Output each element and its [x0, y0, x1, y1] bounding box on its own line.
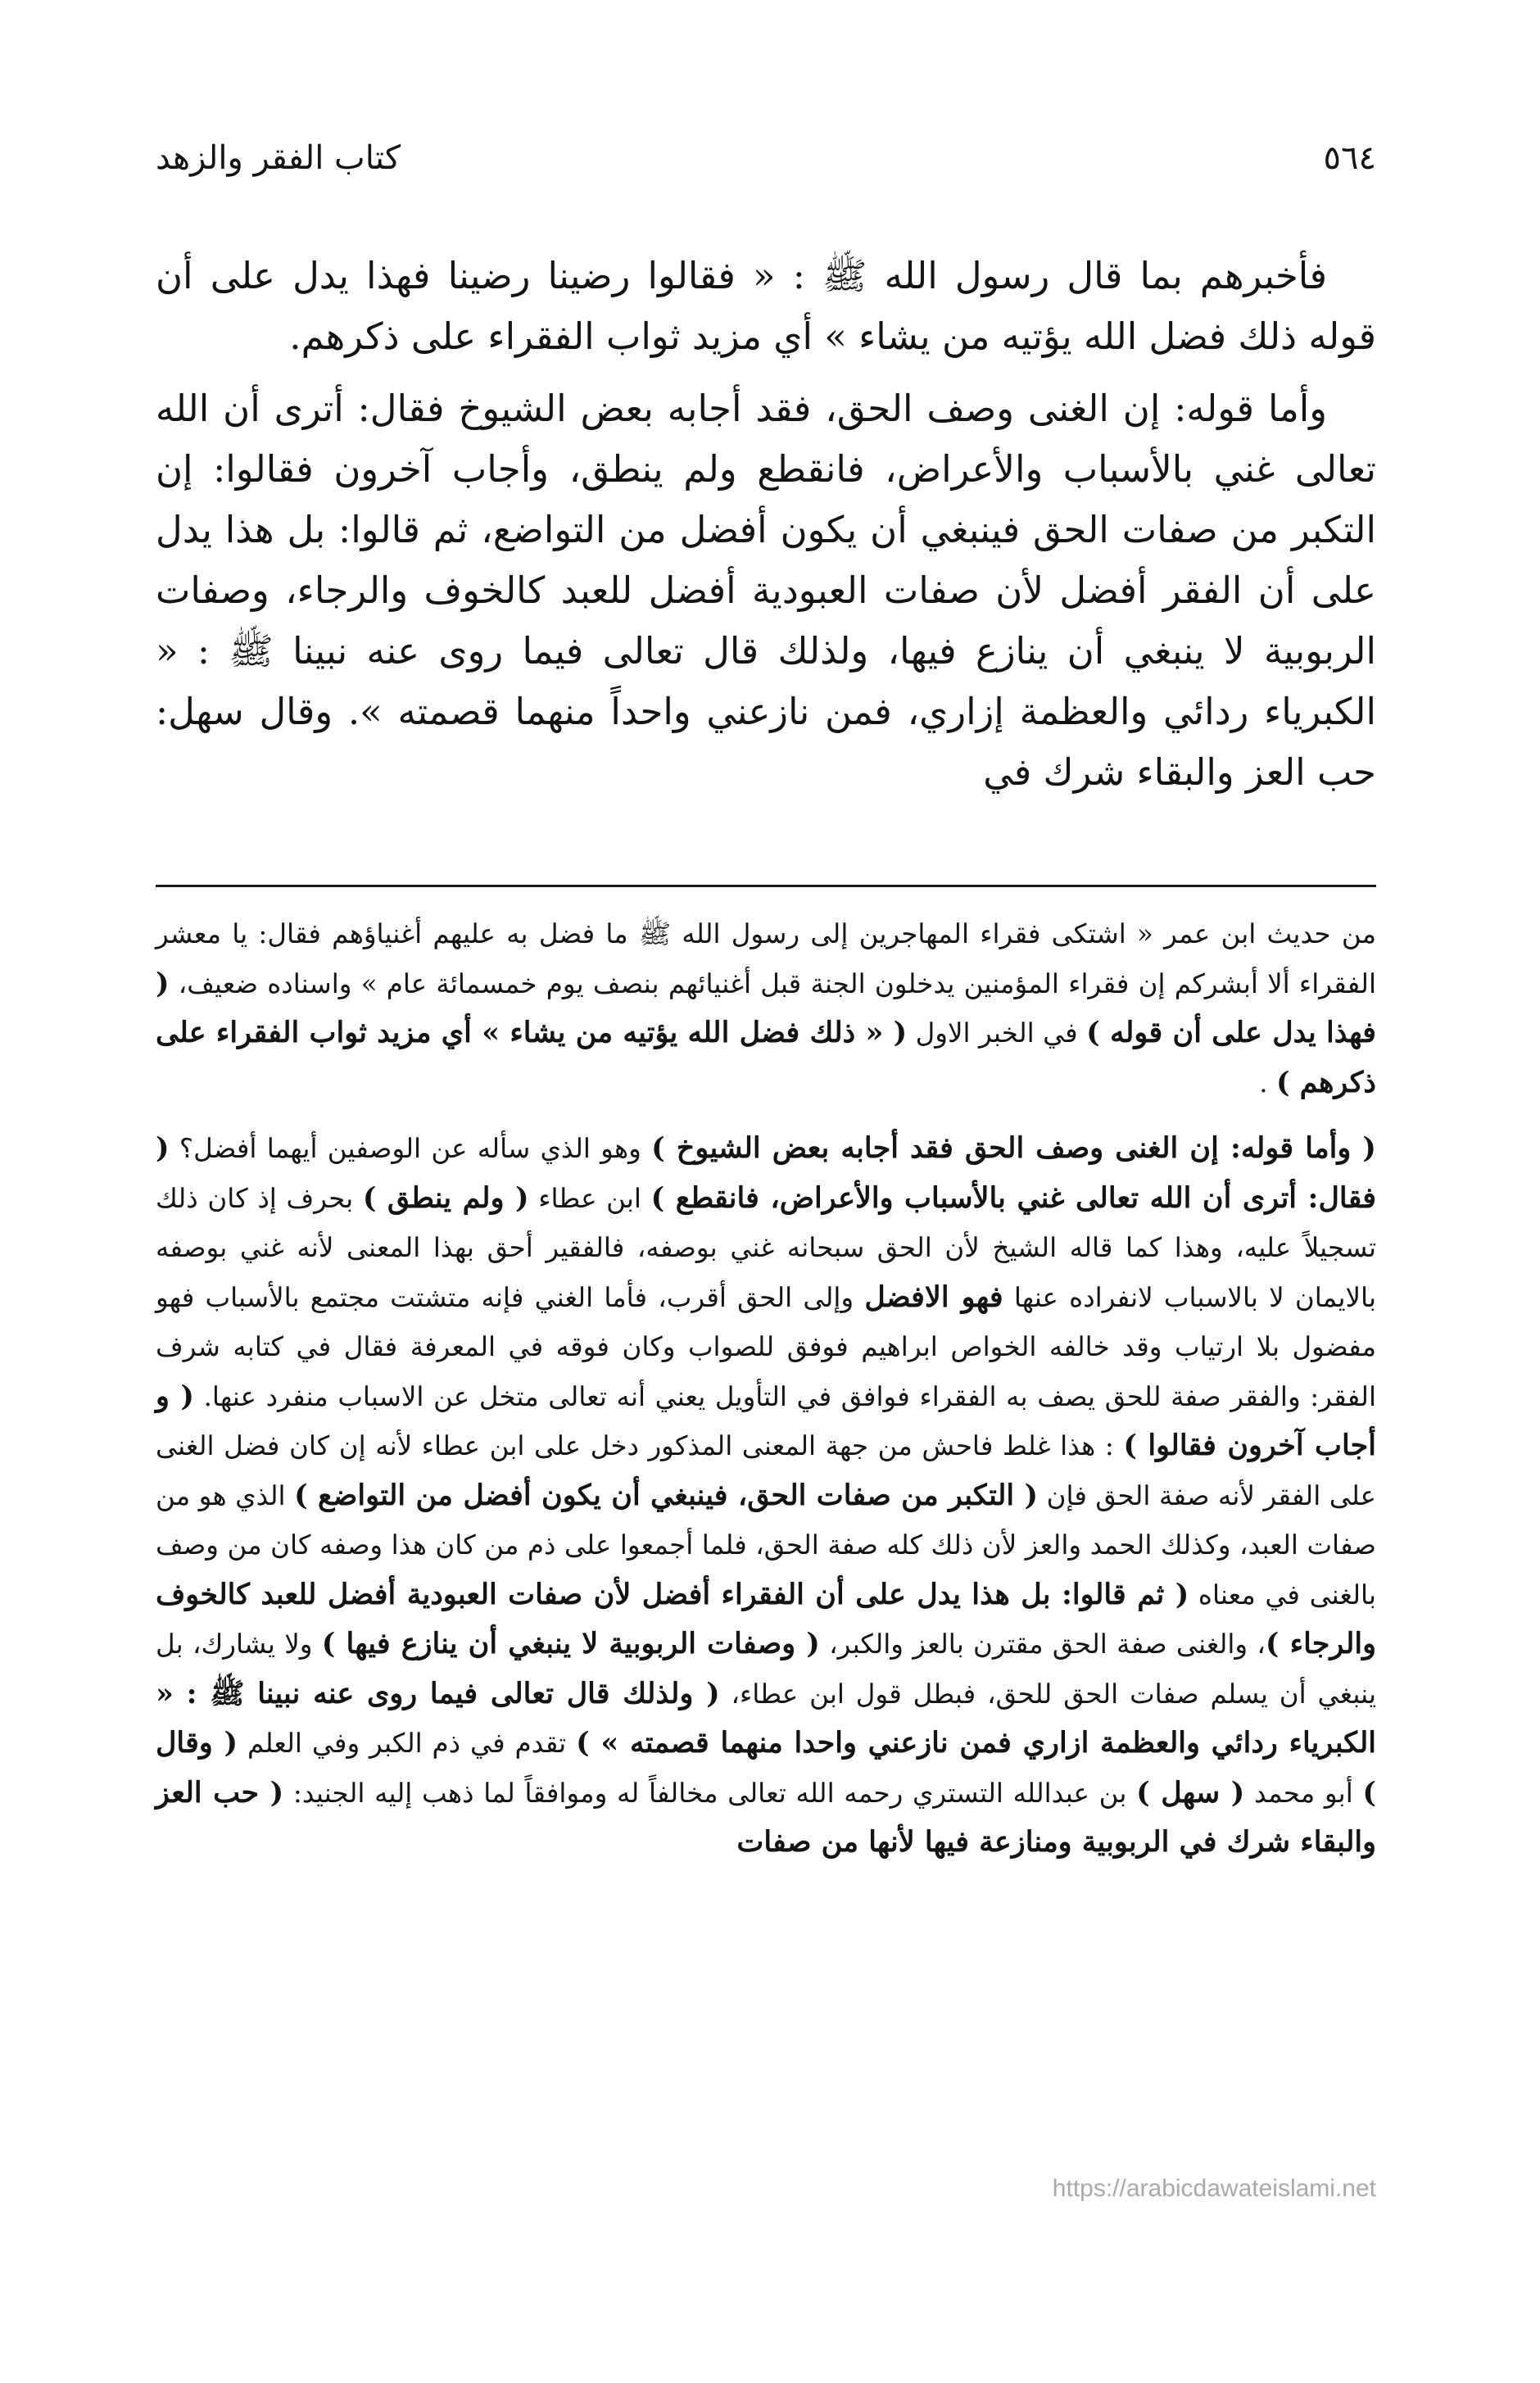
- footnote-divider: [156, 885, 1376, 887]
- page-number: ٥٦٤: [1323, 139, 1376, 177]
- main-paragraph-2: وأما قوله: إن الغنى وصف الحق، فقد أجابه بعض الشيوخ فقال: أترى أن الله تعالى غني بالأسباب والأعراض، فانقطع ولم ينطق، وأجاب آخرون فقالوا: إن التكبر من صفات الحق فينبغي أن يكون أفضل من التواضع، ثم قالوا: بل هذا يدل على أن الفقر أفضل لأن صفات العبودية أفضل للعبد كالخوف والرجاء، وصفات الربوبية لا ينبغي أن ينازع فيها، ولذلك قال تعالى فيما روى عنه نبينا ﷺ : « الكبرياء ردائي والعظمة إزاري، فمن نازعني واحداً منهما قصمته ». وقال سهل: حب العز والبقاء شرك في: [156, 387, 1376, 794]
- footnote-2-quote: ( و أجاب آخرون فقالوا ): [156, 1379, 1376, 1462]
- footnote-2-text: ولا يشارك، بل ينبغي أن يسلم صفات الحق للحق، فبطل قول ابن عطاء،: [156, 1629, 1376, 1710]
- footnote-2-quote: ( فقال: أترى أن الله تعالى غني بالأسباب والأعراض، فانقطع ): [156, 1131, 1377, 1215]
- watermark-url: https://arabicdawateislami.net: [1052, 2175, 1376, 2202]
- footnote-2-quote: ( ثم قالوا: بل هذا يدل على أن الفقراء أفضل لأن صفات العبودية أفضل للعبد كالخوف والرجاء ): [156, 1577, 1377, 1660]
- main-paragraph-1: فأخبرهم بما قال رسول الله ﷺ : « فقالوا رضينا رضينا فهذا يدل على أن قوله ذلك فضل الله يؤتيه من يشاء » أي مزيد ثواب الفقراء على ذكرهم.: [156, 254, 1376, 358]
- footnote-2-text: ، والغنى صفة الحق مقترن بالعز والكبر،: [819, 1629, 1266, 1660]
- footnote-2-text: تقدم في ذم الكبر وفي العلم: [238, 1728, 577, 1759]
- footnote-1: [156, 909, 1376, 1108]
- footnote-2-text: : هذا غلط فاحش من جهة المعنى المذكور دخل على ابن عطاء لأنه إن كان فضل الغنى على الفقر لأنه صفة الحق فإن: [156, 1430, 1377, 1511]
- footnote-2-quote: ( حب العز والبقاء شرك في الربوبية ومنازعة فيها لأنها من صفات: [156, 1775, 1376, 1859]
- footnote-1-text: .: [1259, 1067, 1276, 1099]
- footnote-2-quote: ( وقال ): [156, 1726, 1376, 1810]
- book-title: كتاب الفقر والزهد: [156, 139, 401, 177]
- footnote-2-text: وإلى الحق أقرب، فأما الغني فإنه متشتت مجتمع بالأسباب فهو مفضول بلا ارتياب وقد خالفه الخواص ابراهيم فوفق للصواب وكان فوقه في المعرفة فقال في كتابه شرف الفقر: والفقر صفة للحق يصف به الفقراء فوافق في التأويل يعني أنه تعالى متخل عن الاسباب منفرد عنها.: [156, 1281, 1376, 1412]
- footnote-2-quote: ( وصفات الربوبية لا ينبغي أن ينازع فيها ): [321, 1627, 820, 1660]
- footnote-1-quote: ( « ذلك فضل الله يؤتيه من يشاء » أي مزيد ثواب الفقراء على ذكرهم ): [156, 1016, 1376, 1099]
- footnote-1-text: في الخبر الاول: [907, 1017, 1087, 1049]
- footnote-2-quote: فهو الافضل: [864, 1280, 1003, 1314]
- footnote-1-text: من حديث ابن عمر « اشتكى فقراء المهاجرين إلى رسول الله ﷺ ما فضل به عليهم أغنياؤهم فقال: يا معشر الفقراء ألا أبشركم إن فقراء المؤمنين يدخلون الجنة قبل أغنيائهم بنصف يوم خمسمائة عام » واسناده ضعيف،: [156, 918, 1376, 999]
- footnote-2-text: الذي هو من صفات العبد، وكذلك الحمد والعز لأن ذلك كله صفة الحق، فلما أجمعوا على ذم من كان هذا وصفه كان من وصف بالغنى في معناه: [156, 1479, 1376, 1611]
- footnote-2-quote: ( التكبر من صفات الحق، فينبغي أن يكون أفضل من التواضع ): [294, 1478, 1039, 1512]
- footnote-2: [156, 1124, 1376, 1868]
- footnote-2-quote: ( وأما قوله: إن الغنى وصف الحق فقد أجابه بعض الشيوخ ): [651, 1131, 1376, 1165]
- main-text: [156, 246, 1376, 814]
- footnote-2-text: وهو الذي سأله عن الوصفين أيهما أفضل؟: [169, 1133, 652, 1164]
- footnote-2-quote: ( سهل ): [1136, 1775, 1245, 1810]
- footnote-2-text: بن عبدالله التستري رحمه الله تعالى مخالفاً له وموافقاً لما ذهب إليه الجنيد:: [283, 1777, 1137, 1809]
- footnotes: [156, 909, 1376, 1884]
- footnote-2-quote: ( ولذلك قال تعالى فيما روى عنه نبينا ﷺ : « الكبرياء ردائي والعظمة ازاري فمن نازعني واحدا منهما قصمته » ): [156, 1676, 1377, 1760]
- footnote-2-quote: ( ولم ينطق ): [362, 1180, 529, 1215]
- footnote-1-quote: ( فهذا يدل على أن قوله ): [156, 966, 1376, 1049]
- footnote-2-text: أبو محمد: [1244, 1777, 1363, 1809]
- footnote-2-text: ابن عطاء: [528, 1182, 651, 1214]
- running-head: [156, 139, 1376, 188]
- footnote-2-text: بحرف إذ كان ذلك تسجيلاً عليه، وهذا كما قاله الشيخ لأن الحق سبحانه غني بوصفه، فالفقير أحق بهذا المعنى لأنه غني بوصفه بالايمان لا بالاسباب لانفراده عنها: [156, 1182, 1377, 1313]
